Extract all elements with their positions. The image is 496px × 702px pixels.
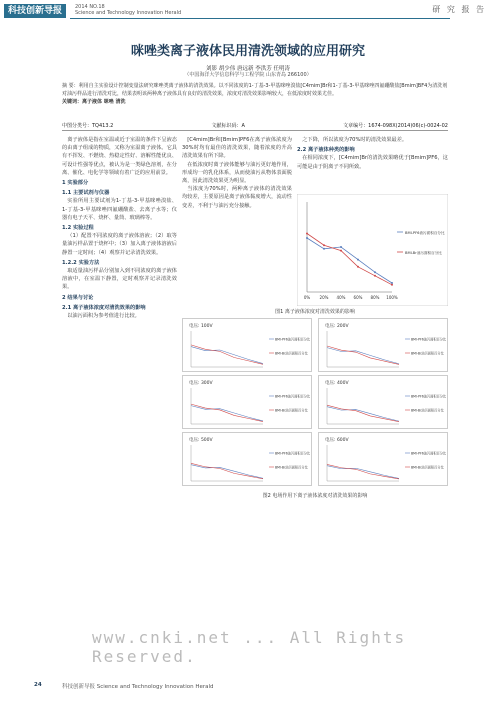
authors: 刘影 胡少伟 唐远新 李洪芳 任明涛 [206, 66, 290, 72]
issue-label: 2014 NO.18 [75, 4, 105, 10]
x-tick-label: 20% [319, 295, 329, 300]
voltage-panel [182, 432, 312, 486]
subsection-heading: 2.2 离子液体种类的影响 [297, 147, 355, 154]
legend-label: BMI-Br油污面积百分比 [411, 465, 444, 470]
intro-paragraph: 离子液体是指在室温或近于室温的条件下呈液态的由离子组成的物质，又称为室温离子液体。它具有不挥发、不燃烧、热稳定性好、溶解性能优良、可设计性强等优点，被认为是一类绿色溶剂，在分离、催化、电化学等领域有着广泛的应用前景。 [62, 137, 177, 176]
legend-label: BMI-Br油污面积百分比 [275, 351, 308, 356]
subsection-heading: 1.1 主要试剂与仪器 [62, 190, 110, 197]
section-heading: 1 实验部分 [62, 180, 89, 187]
doc-code: 文献标识码：A [211, 123, 245, 129]
journal-name-box: 科技创新导报 [4, 4, 66, 18]
panel-chart [319, 376, 449, 430]
article-meta [62, 122, 448, 129]
legend-label: BMI-Br油污面积百分比 [411, 408, 444, 413]
subsection-heading: 1.2.2 实验方法 [62, 259, 100, 266]
series-line [327, 348, 399, 364]
data-point [306, 237, 308, 239]
data-point [357, 259, 359, 261]
panel-chart [319, 433, 449, 487]
subsection-heading: 1.2 实验过程 [62, 225, 94, 232]
series-line [327, 466, 399, 479]
series-line [327, 407, 399, 421]
series-line [191, 465, 263, 479]
clc-number: 中图分类号：TQ413.2 [62, 123, 114, 129]
legend-label: BMI-Br油污面积百分比 [405, 251, 442, 255]
panel-chart [319, 319, 449, 373]
series-line [327, 405, 399, 421]
paragraph: 在相同浓度下，[C4mim]Br的清洗效果略优于[Bmim]PF6，这可能是由于阴离子不同所致。 [297, 155, 448, 170]
paper-title: 咪唑类离子液体民用清洗领域的应用研究 [130, 44, 365, 59]
data-point [340, 250, 342, 252]
legend-label: BMI-PF6油污面积百分比 [275, 451, 311, 456]
legend-label: BMI-Br油污面积百分比 [275, 465, 308, 470]
data-point [357, 266, 359, 268]
paragraph: [C4mim]Br和[Bmim]PF6在离子液体浓度为30%时均有最佳的清洗效果，随着浓度的升高清洗效果有所下降。 [182, 137, 292, 160]
paragraph: 之下降，所以浓度为70%时的清洗效果最差。 [302, 137, 408, 143]
legend-label: BMI-PF6油污面积百分比 [275, 337, 311, 342]
figure-2-caption: 图2 电场作用下离子液体浓度对清洗效果的影响 [262, 493, 368, 499]
legend-label: BMI-PF6油污面积百分比 [411, 337, 447, 342]
panel-title: 电压: 600V [325, 438, 349, 443]
panel-title: 电压: 500V [189, 438, 213, 443]
voltage-panel [182, 318, 312, 372]
page-footer [0, 678, 496, 698]
data-point [391, 282, 393, 284]
data-point [323, 248, 325, 250]
panel-title: 电压: 100V [189, 324, 213, 329]
page-number: 24 [34, 682, 42, 688]
series-line [191, 463, 263, 479]
legend-label: BMI-PF6油污面积百分比 [411, 451, 447, 456]
legend-label: BMI-PF6油污面积百分比 [411, 394, 447, 399]
data-point [340, 246, 342, 248]
abstract-text: 摘 要：利用自主实验设计控制变量法研究咪唑类离子液体的清洗效果。以不同浓度的1-丁基-3-甲基咪唑溴盐[C4mim]Br和1-丁基-3-甲基咪唑四氟硼酸盐[Bmim]BF4为清洗剂对油污样品进行清洗对比，结果表明该两种离子液体具有良好的清洗效果，浓度对清洗效果影响较大，在低浓度时效果尤佳。 [62, 83, 448, 97]
column-3 [297, 136, 448, 194]
voltage-chart-grid [182, 318, 448, 490]
section-label: 研 究 报 告 [432, 5, 486, 14]
keywords: 关键词：离子液体 咪唑 清洗 [62, 99, 126, 105]
x-tick-label: 60% [353, 295, 363, 300]
journal-english-name: Science and Technology Innovation Herald [75, 10, 182, 16]
chart-frame [297, 194, 448, 306]
section-heading: 2 结果与讨论 [62, 294, 94, 301]
footer-journal: 科技创新导报 Science and Technology Innovation Herald [62, 684, 214, 690]
panel-chart [183, 376, 313, 430]
column-1 [62, 136, 177, 320]
legend-label: BMI-PF6油污面积百分比 [275, 394, 311, 399]
legend-label: BMI-Br油污面积百分比 [275, 408, 308, 413]
data-point [391, 284, 393, 286]
panel-chart [183, 433, 313, 487]
paragraph: 取适量油污样品分别加入到不同浓度的离子液体溶液中，在室温下静置，定时观察并记录清洗效果。 [62, 268, 177, 291]
paragraph: 当浓度为70%时，两种离子液体的清洗效果均较差，主要原因是离子液体黏度增大，流动性变差，不利于与油污充分接触。 [182, 186, 292, 209]
subsection-heading: 2.1 离子液体浓度对清洗效果的影响 [62, 304, 146, 311]
legend-label: BMI-Br油污面积百分比 [411, 351, 444, 356]
watermark: www.cnki.net ... All Rights Reserved. [92, 628, 407, 666]
paragraph: 以油污面积为参考值进行比较。 [67, 313, 140, 320]
voltage-panel [182, 375, 312, 429]
data-point [374, 271, 376, 273]
x-tick-label: 40% [336, 295, 346, 300]
data-point [306, 233, 308, 235]
paragraph: 在低浓度时离子液体能够与油污更好地作用，形成均一的乳化体系，从而使油污从物体表面脱离，因此清洗效果更为明显。 [182, 161, 292, 185]
panel-title: 电压: 200V [325, 324, 349, 329]
data-point [323, 244, 325, 246]
paragraph: （1）配置不同浓度的离子液体溶液；（2）取等量油污样品置于烧杯中；（3）加入离子液体溶液后静置一定时间；（4）观察并记录清洗效果。 [62, 233, 177, 256]
series-line [191, 347, 263, 364]
header-rule [70, 18, 450, 19]
panel-title: 电压: 400V [325, 381, 349, 386]
panel-chart [183, 319, 313, 373]
panel-title: 电压: 300V [189, 381, 213, 386]
column-2 [182, 136, 292, 314]
x-tick-label: 100% [386, 295, 398, 300]
series-line [191, 345, 263, 364]
data-point [374, 275, 376, 277]
figure-1-caption: 图1 离子液体浓度对清洗效果的影响 [275, 309, 355, 315]
series-line [327, 464, 399, 479]
voltage-panel [318, 318, 448, 372]
legend-label: BMI-PF6油污面积百分比 [405, 231, 445, 235]
abstract [62, 82, 448, 106]
article-number: 文章编号：1674-098X(2014)06(c)-0024-02 [343, 123, 448, 129]
page-header [0, 0, 496, 36]
x-tick-label: 80% [370, 295, 380, 300]
voltage-panel [318, 432, 448, 486]
divider [62, 130, 448, 131]
x-tick-label: 0% [303, 295, 311, 300]
series-line [191, 404, 263, 421]
series-line [327, 346, 399, 364]
affiliation: （中国海洋大学信息科学与工程学院 山东青岛 266100） [184, 72, 312, 78]
concentration-chart [297, 194, 448, 306]
series-line [191, 406, 263, 421]
paragraph: 实验所用主要试剂为1-丁基-3-甲基咪唑溴盐、1-丁基-3-甲基咪唑四氟硼酸盐、去离子水等；仪器有电子天平、烧杯、量筒、玻璃棒等。 [62, 198, 177, 221]
voltage-panel [318, 375, 448, 429]
